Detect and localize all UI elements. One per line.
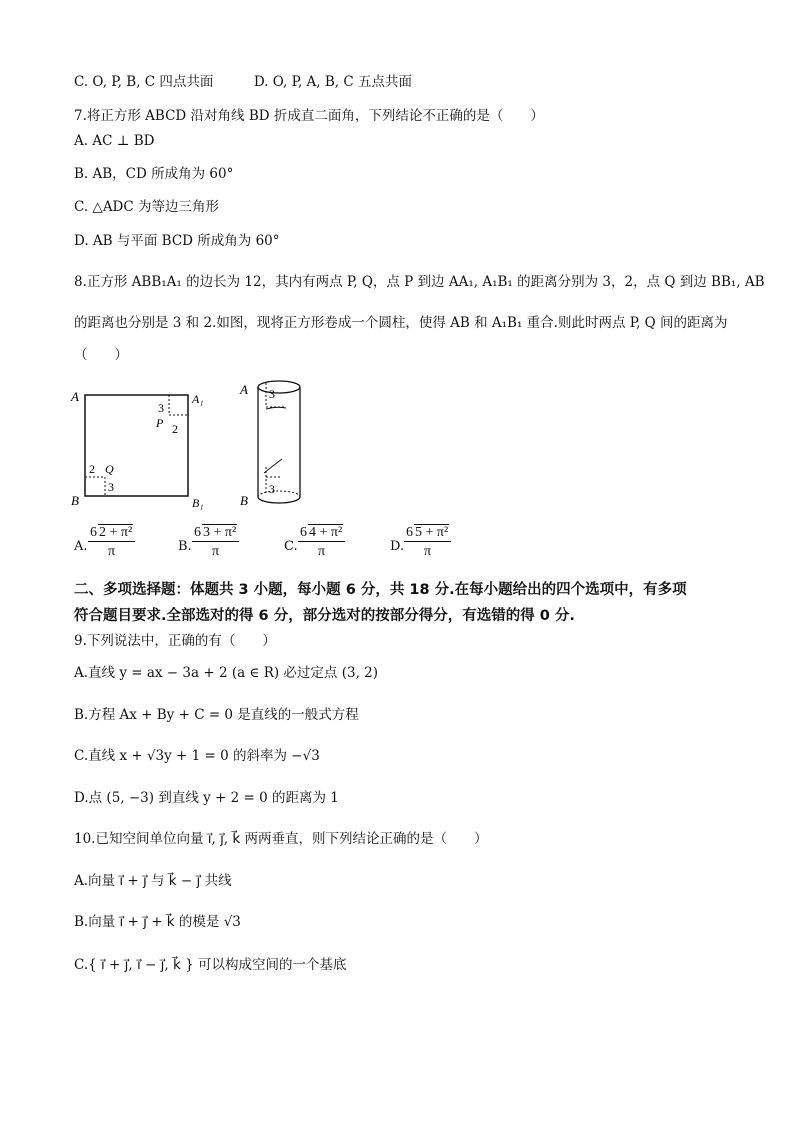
section2-heading-line2: 符合题目要求.全部选对的得 6 分，部分选对的按部分得分，有选错的得 0 分. (74, 608, 575, 624)
frac-coef: 6 (406, 525, 413, 540)
label-b1: B₁ (192, 496, 204, 510)
p-dist-top: 3 (158, 401, 164, 415)
q9-option-a: A.直线 y = ax − 3a + 2 (a ∈ R) 必过定点 (3, 2) (74, 665, 379, 681)
frac-radicand: 5 + π² (415, 525, 449, 540)
label-q: Q (105, 462, 114, 476)
frac-den: π (424, 544, 432, 559)
q9-option-c: C.直线 x + √3y + 1 = 0 的斜率为 −√3 (74, 748, 320, 764)
frac-coef: 6 (90, 525, 97, 540)
q10-option-b: B.向量 i⃗ + j⃗ + k⃗ 的模是 √3 (74, 914, 241, 930)
q7-option-a: A. AC ⊥ BD (74, 133, 155, 149)
q8-stem-line2: 的距离也分别是 3 和 2.如图，现将正方形卷成一个圆柱，使得 AB 和 A₁B₁ 重合.则此时两点 P, Q 间的距离为 (74, 315, 728, 331)
q7-option-d: D. AB 与平面 BCD 所成角为 60° (74, 233, 280, 249)
label-a1: A₁ (192, 392, 204, 406)
frac-den: π (212, 544, 220, 559)
q-dist-bottom: 3 (108, 480, 114, 494)
q8-options (74, 522, 634, 572)
q9-option-b: B.方程 Ax + By + C = 0 是直线的一般式方程 (74, 707, 359, 723)
frac-den: π (318, 544, 326, 559)
q9-stem: 9.下列说法中，正确的有（ ） (74, 633, 276, 649)
q10-stem: 10.已知空间单位向量 i⃗, j⃗, k⃗ 两两垂直，则下列结论正确的是（ ） (74, 831, 488, 847)
frac-den: π (108, 544, 116, 559)
q-dist-left: 2 (89, 462, 95, 476)
p-dist-right: 2 (172, 422, 178, 436)
square-shape (85, 395, 188, 496)
q7-option-c: C. △ADC 为等边三角形 (74, 199, 220, 215)
option-letter: D. (390, 539, 405, 554)
q10-option-a: A.向量 i⃗ + j⃗ 与 k⃗ − j⃗ 共线 (74, 873, 232, 889)
q7-stem: 7.将正方形 ABCD 沿对角线 BD 折成直二面角，下列结论不正确的是（ ） (74, 108, 544, 124)
frac-radicand: 4 + π² (309, 525, 343, 540)
option-letter: A. (74, 539, 88, 554)
q6-options-cd: C. O, P, B, C 四点共面 D. O, P, A, B, C 五点共面 (74, 74, 413, 90)
label-b: B (71, 493, 79, 508)
label-p: P (156, 416, 164, 430)
option-letter: B. (178, 539, 192, 554)
q9-option-d: D.点 (5, −3) 到直线 y + 2 = 0 的距离为 1 (74, 790, 339, 806)
q8-figure (70, 377, 430, 512)
q8-answer-blank: （ ） (74, 347, 128, 363)
label-a: A (71, 389, 79, 404)
q10-option-c: C.{ i⃗ + j⃗, i⃗ − j⃗, k⃗ } 可以构成空间的一个基底 (74, 957, 347, 973)
frac-radicand: 2 + π² (99, 525, 133, 540)
q7-option-b: B. AB，CD 所成角为 60° (74, 166, 234, 182)
section2-heading-line1: 二、多项选择题：体题共 3 小题，每小题 6 分，共 18 分.在每小题给出的四个选项中，有多项 (74, 582, 687, 598)
frac-radicand: 3 + π² (203, 525, 237, 540)
frac-coef: 6 (300, 525, 307, 540)
cyl-dist-top: 3 (269, 387, 275, 401)
option-letter: C. (284, 539, 298, 554)
cyl-label-b: B (240, 493, 248, 508)
q8-stem-line1: 8.正方形 ABB₁A₁ 的边长为 12，其内有两点 P, Q，点 P 到边 AA₁, A₁B₁ 的距离分别为 3，2，点 Q 到边 BB₁, AB (74, 274, 765, 290)
cyl-label-a: A (240, 382, 248, 397)
frac-coef: 6 (194, 525, 201, 540)
cyl-dist-bottom: 3 (269, 482, 275, 496)
